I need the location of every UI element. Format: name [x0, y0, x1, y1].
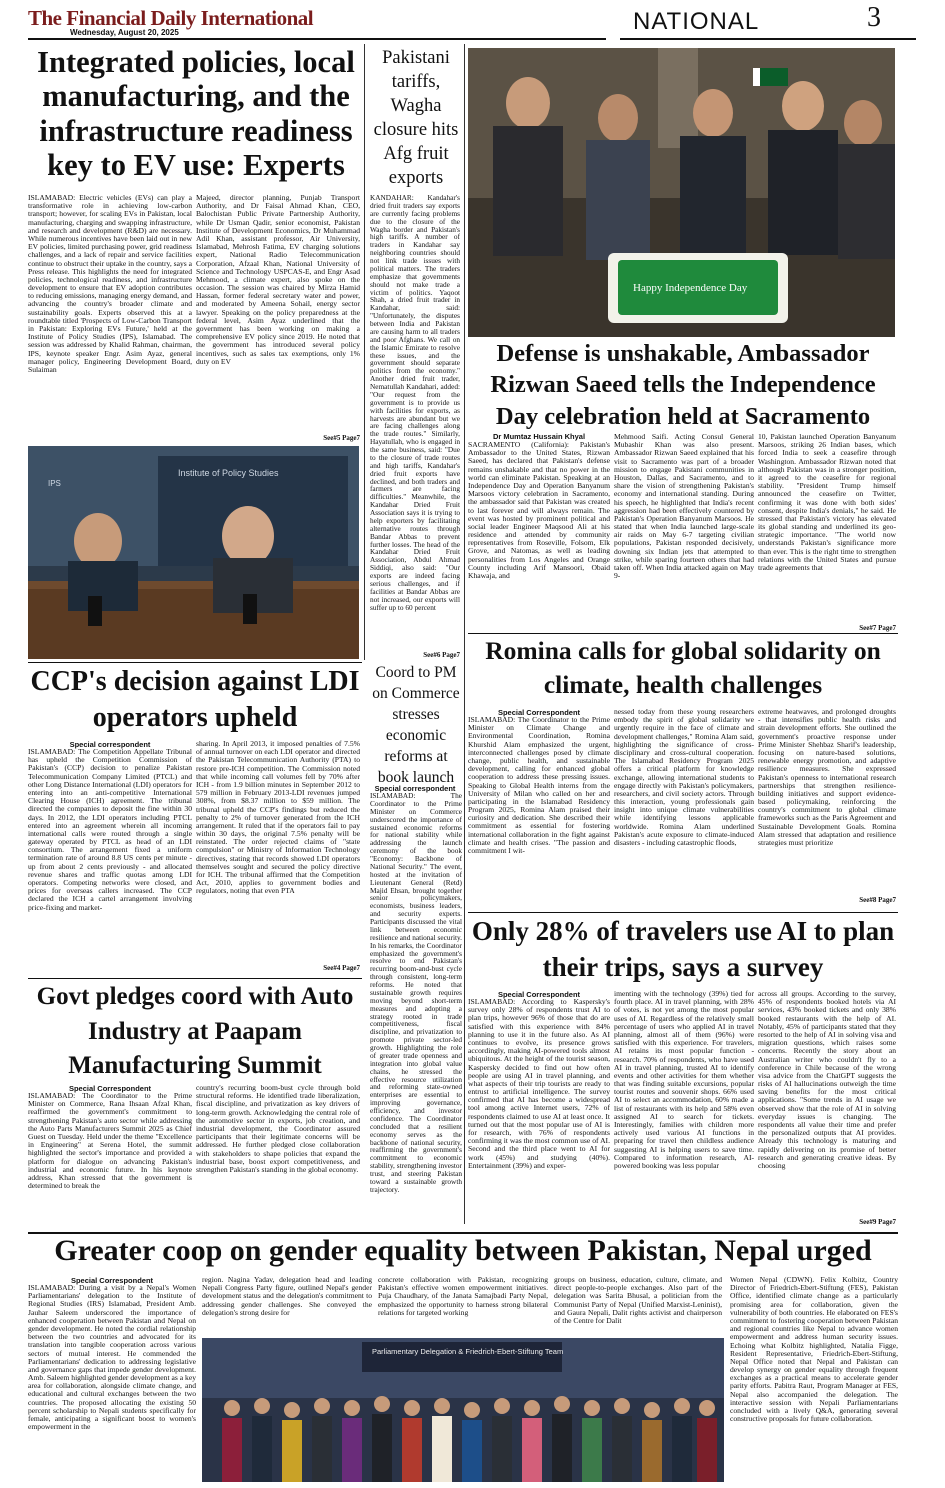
tariffs-headline: Pakistani tariffs, Wagha closure hits Afg fruit exports — [373, 48, 459, 189]
column-rule-right — [464, 44, 465, 1224]
rule — [28, 978, 362, 979]
ai-headline: Only 28% of travelers use AI to plan their trips, says a survey — [471, 916, 895, 983]
ev-roundtable-photo — [28, 446, 359, 659]
masthead-title: The Financial Daily International — [28, 6, 314, 30]
masthead-rule-right — [620, 38, 916, 40]
romina-headline: Romina calls for global solidarity on climate, health challenges — [485, 636, 881, 700]
ccp-byline: Special correspondent — [69, 740, 151, 749]
column-rule — [364, 44, 365, 660]
gender-byline: Special Correspondent — [70, 1276, 154, 1285]
ev-headline: Integrated policies, local manufacturing, and the infrastructure readiness key to EV use: Experts — [37, 45, 355, 183]
defense-continued: See#7 Page7 — [859, 624, 896, 632]
romina-byline: Special Correspondent — [497, 708, 581, 717]
tariffs-body: KANDAHAR: Kandahar's dried fruit traders say exports are currently facing problems due to the closure of the Wagha border and Pakistan's high tariffs. A number of traders in Kandahar say neighboring countries should not link trade issues with political matters. The traders emphasize that governments should not make trade a victim of politics. Yaqoot Shah, a dried fruit trader in Kandahar, said: "Unfortunately, the disputes between India and Pakistan are causing harm to all traders and poor Afghans. We call on the Islamic Emirate to resolve these issues, and the government should separate politics from the economy." Another dried fruit trader, Nematullah Kandahari, added: "Our request from the government is to provide us with facilities for exports, as harvests are abundant but we are facing challenges along the trade routes." Similarly, Hayatullah, who is engaged in the same business, said: "Due to the closure of trade routes and high tariffs, Kandahar's dried fruit exports have declined, and both traders and farmers are facing difficulties." Meanwhile, the Kandahar Dried Fruit Association says it is trying to help exporters by facilitating alternative routes through Bandar Abbas to prevent further losses. The head of the Kandahar Dried Fruit Association, Abdul Ahmad Siddiqi, also said: "Our exports are indeed facing serious challenges, and if facilities at Bandar Abbas are not increased, our exports will suffer up to 60 percent — [370, 194, 460, 612]
pm-headline: Coord to PM on Commerce stresses economic reforms at book launch — [372, 664, 460, 786]
romina-column-3: extreme heatwaves, and prolonged droughts - that intensifies public health risks and strain development efforts. She outlined the government's proactive response under Prime Minister Shehbaz Sharif's leadership, focusing on nature-based solutions, renewable energy promotion, and adaptive resilience measures. She expressed Pakistan's openness to international research partnerships that strengthen resilience-building initiatives and support evidence-based policymaking, reinforcing the country's commitment to global climate frameworks such as the Paris Agreement and Sustainable Development Goals. Romina Alam stressed that adaptation and resilience strategies must prioritize — [758, 708, 896, 847]
ips-backdrop-text: Institute of Policy Studies — [178, 468, 279, 478]
ai-continued: See#9 Page7 — [859, 1218, 896, 1226]
ai-column-3: across all groups. According to the survey, 45% of respondents booked hotels via AI services, 43% booked tickets and only 38% booked restaurants with the help of AI. Notably, 45% of participants stated that they resorted to the help of AI in solving visa and migration questions, which raises some concerns. Recently the story about an Australian writer who couldn't fly to a conference in Chile because of the wrong visa advice from the ChatGPT suggests the risks of AI hallucinations outweigh the time saving benefits for the most critical applications. "Some trends in AI usage we observed show that the role of AI in solving everyday issues is changing. The respondents all value their time and prefer the personalized outputs that AI provides. Already this technology is maturing and rapidly delivering on its promise of better research and generating creative ideas. By choosing — [758, 990, 896, 1170]
banner-text: Parliamentary Delegation & Friedrich-Ebert-Stiftung Team — [372, 1347, 564, 1356]
auto-column-2: country's recurring boom-bust cycle through bold structural reforms. He identified trade liberalization, fiscal discipline, and privatization as key drivers of long-term growth. Acknowledging the central role of the automotive sector in exports, job creation, and industrial development, the Coordinator assured participants that their legitimate concerns will be addressed. He further pledged close collaboration with stakeholders to shape policies that expand the industrial base, boost export competitiveness, and strengthen Pakistan's standing in the global economy. — [196, 1084, 360, 1174]
ccp-column-2: sharing. In April 2013, it imposed penalties of 7.5% of annual turnover on each LDI operator and directed the Pakistan Telecommunication Authority (PTA) to restore pre-ICH competition. The Commission noted that while incoming call volumes fell by 70% after ICH - from 1.9 billion minutes in September 2012 to 579 million in February 2013-LDI revenues jumped 308%, from $8.37 million to $59 million. The tribunal upheld the CCP's findings but reduced the penalty to 2% of turnover generated from the ICH arrangement. It ruled that if the operators fail to pay within 30 days, the original 7.5% penalty will be reinstated. The order rejected claims of "state compulsion" or Ministry of Information Technology directives, stating that records showed LDI operators themselves sought and secured the policy directive for ICH. The tribunal affirmed that the Competition Act, 2010, applies to government bodies and regulators, noting that even PTA — [196, 740, 360, 896]
ccp-headline: CCP's decision against LDI operators upheld — [30, 666, 360, 734]
defense-column-3: 10, Pakistan launched Operation Banyanum Marsoos, striking 26 Indian bases, which forced India to seek a ceasefire through Washington. Ambassador Rizwan noted that although Pakistan was in a stronger position, it agreed to the ceasefire for regional stability. "President Trump himself announced the ceasefire on Twitter, confirming it was done with both sides' consent, despite India's denials," he said. He stressed that Pakistan's victory has elevated its global standing and underlined its geo-strategic importance. "The world now understands Pakistan's significance more than ever. This is the right time to strengthen relations with the United States and pursue trade agreements that — [758, 433, 896, 572]
auto-column-1: ISLAMABAD: The Coordinator to the Prime Minister on Commerce, Rana Ihsaan Afzal Khan, reaffirmed the government's commitment to strengthening Pakistan's auto sector while addressing the Auto Parts Manufacturers Summit 2025 as Chief Guest on Tuesday. Held under the theme "Excellence in Engineering" at Serena Hotel, the summit highlighted the sector's importance and provided a platform for dialogue on advancing Pakistan's industrial and economic future. In his keynote address, Khan stressed that the government is determined to break the — [28, 1092, 192, 1191]
ev-column-1: ISLAMABAD: Electric vehicles (EVs) can play a transformative role in achieving low-carbon transport; however, for scaling EVs in Pakistan, local manufacturing, charging and swapping infrastructure, and research and development (R&D) are necessary. While numerous incentives have been laid out in new EV policies, limited purchasing power, grid readiness challenges, and a lack of repair and service facilities continue to obstruct their uptake in the country, says a Press release. This highlights the need for integrated policies, technological readiness, and infrastructure development to ensure that EV adoption contributes to reducing emissions, managing energy demand, and advancing the country's broader climate and sustainability goals. Experts observed this at a roundtable titled 'Prospects of Low-Carbon Transport in Pakistan: Exploring EVs Future,' held at the Institute of Policy Studies (IPS), Islamabad. The session was addressed by Khalid Rahman, chairman, IPS, keynote speaker Engr. Asim Ayaz, general manager policy, Engineering Development Board, Sulaiman — [28, 194, 192, 374]
gender-column-3: concrete collaboration with Pakistan, recognizing Pakistan's effective women empowerment initiatives. Puja Chaudhary, of the Janata Samajbadi Party Nepal, emphasized the opportunity to harness strong bilateral relations for targeted working — [378, 1276, 548, 1317]
defense-column-2: Mehmood Saifi. Acting Consul General Mubashir Khan was also present. Ambassador Rizwan Saeed explained that his visit to Sacramento was part of a broader mission to engage Pakistani communities in Houston, Dallas, and Sacramento, and to share the vision of strengthening Pakistan's economy and international standing. During his speech, he highlighted that India's recent aggression had been effectively countered by Pakistan's Operation Banyanum Marsoos. He stated that when India launched large-scale air raids on May 6-7 targeting civilian populations, Pakistan responded decisively, downing six Indian jets that attempted to strike, while sparing fourteen others that had taken off. When India attacked again on May 9- — [614, 433, 754, 581]
delegation-group-photo — [202, 1338, 724, 1482]
ccp-column-1: ISLAMABAD: The Competition Appellate Tribunal has upheld the Competition Commission of Pakistan's (CCP) decision to penalize Pakistan Telecommunication Company Limited (PTCL) and other Long Distance International (LDI) operators for entering into an anti-competitive International Clearing House (ICH) agreement. The tribunal directed the companies to deposit the fine within 30 days. In 2012, the LDI operators including PTCL entered into an agreement wherein all incoming international calls were routed through a single gateway operated by PTCL as head of an LDI consortium. The arrangement fixed a uniform termination rate of around 8.8 US cents per minute - up from about 2 cents previously - and allocated revenue shares and traffic quotas among LDI operators. Competing networks were closed, and prices for overseas callers increased. The CCP declared the ICH a cartel arrangement involving price-fixing and market- — [28, 748, 192, 912]
cake-text: Happy Independence Day — [633, 282, 748, 294]
gender-column-5: Women Nepal (CDWN). Felix Kolbitz, Country Director of Friedrich-Ebert-Stiftung (FES), Pakistan Office, identified climate change as a particularly promising area for collaboration, given the vulnerability of both countries. He elaborated on FES's commitment to fostering cooperation between Pakistan and regional countries like Nepal to advance women empowerment and address human security issues. Echoing what Kolbitz highlighted, Natalia Figge, Resident Representative, Friedrich-Ebert-Stiftung, Nepal Office noted that Nepal and Pakistan can develop synergy on gender equality through frequent exchanges as a practical means to accelerate gender parity efforts. Pabitra Raut, Program Manager at FES, Nepal also accompanied the delegation. The interactive session with Nepali Parliamentarians concluded with a lively Q&A, generating several constructive proposals for future collaboration. — [730, 1276, 898, 1424]
defense-headline: Defense is unshakable, Ambassador Rizwan Saeed tells the Independence Day celebration held at Sacramento — [490, 340, 876, 430]
section-label: NATIONAL — [633, 8, 760, 35]
gender-column-4: groups on business, education, culture, climate, and direct people-to-people exchanges. Also part of the delegation was Sarita Bhusal, a politician from the Communist Party of Nepal (Unified Marxist-Leninist), and Gaura Nepali, Dalit rights activist and chairperson of the Centre for Dalit — [554, 1276, 722, 1325]
masthead-rule — [28, 38, 606, 40]
ai-column-2: imenting with the technology (39%) tied for fourth place. AI in travel planning, with 28% of votes, is not yet among the most popular uses of AI. Regardless of the relatively small percentage of users who applied AI in travel planning, almost all of them (96%) were satisfied with this experience. For travelers, AI retains its most popular function - research. 70% of respondents, who have used AI in travel planning, trusted AI to identify events and other activities for them whether that was finding suitable excursions, popular tourist routes and souvenir shops. 66% used AI to select an accommodation, 60% made a list of restaurants with its help and 58% even assigned AI to search for tickets. Interestingly, families with children more actively used various AI functions in preparing for travel then childless audience suggesting AI is helping users to save time. Compared to information research, AI-powered booking was less popular — [614, 990, 754, 1170]
masthead-date: Wednesday, August 20, 2025 — [70, 28, 179, 37]
gender-headline: Greater coop on gender equality between Pakistan, Nepal urged — [54, 1234, 872, 1267]
independence-day-photo — [468, 48, 895, 337]
ev-column-2: Majeed, director planning, Punjab Transport Authority, and Dr Faisal Ahmad Khan, CEO, Balochistan Public Private Partnership Authority, while Dr Usman Qadir, senior economist, Pakistan Institute of Development Economics, Dr Muhammad Adil Khan, assistant professor, Air University, Islamabad, Mehrosh Fatima, EV charging solutions expert, National Radio Telecommunication Corporation, Afzaal Khan, National University of Science and Technology USPCAS-E, and Engr Asad Mehmood, a climate expert, also spoke on the occasion. The session was chaired by Mirza Hamid Hassan, former federal secretary water and power, and moderated by Ameena Sohail, energy sector lawyer. Speaking on the policy preparedness at the federal level, Asim Ayaz underlined that the government has been working on making a comprehensive EV policy since 2019. He noted that the government has introduced several policy incentives, such as sales tax exemptions, only 1% duty on EV — [196, 194, 360, 366]
svg-text:IPS: IPS — [48, 479, 61, 488]
ccp-continued: See#4 Page7 — [323, 964, 360, 972]
gender-column-2: region. Nagina Yadav, delegation head and leading Nepali Congress Party figure, outlined Nepal's gender development status and the delegation's commitment to addressing gender challenges. She conveyed the delegation's strong desire for — [202, 1276, 372, 1317]
rule — [28, 662, 362, 663]
ai-byline: Special Correspondent — [497, 990, 581, 999]
tariffs-continued: See#6 Page7 — [423, 651, 460, 659]
ev-continued: See#5 Page7 — [323, 434, 360, 442]
pm-body: ISLAMABAD: The Coordinator to the Prime Minister on Commerce underscored the importance of sustained economic reforms for national stability while addressing the launch ceremony of the book "Economy: Backbone of National Security." The event, hosted at the invitation of Lieutenant General (Retd) Majid Ehsan, brought together senior policymakers, economists, business leaders, and security experts. Participants discussed the vital link between economic resilience and national security. In his remarks, the Coordinator emphasized the government's resolve to end Pakistan's recurring boom-and-bust cycle through consistent, long-term reforms. He noted that sustainable growth requires moving beyond short-term measures and adopting a strategy rooted in trade competitiveness, fiscal discipline, and privatization to promote private sector-led growth. Highlighting the role of greater trade openness and integration into global value chains, he stressed the effective resource utilization and reforming state-owned enterprises are essential to improving governance, efficiency, and investor confidence. The Coordinator concluded that a resilient economy serves as the backbone of national security, reaffirming the government's commitment to economic stability, strengthening investor trust, and steering Pakistan toward a sustainable growth trajectory. — [370, 792, 462, 1194]
defense-column-1: SACRAMENTO (California): Pakistan's Ambassador to the United States, Rizwan Saeed, has declared that Pakistan's defense remains unshakable and that no power in the world can eliminate Pakistan. Speaking at an Independence Day and Operation Banyanum Marsoos victory celebration in Sacramento, the ambassador said that Pakistan was created to last forever and will always remain. The event was hosted by prominent political and social leader Engineer Maqsood Ali at his residence and attended by community representatives from Roseville, Folsom, Elk Grove, and Natomas, as well as leading personalities from Los Angeles and Orange County including Arif Mansoori, Obaid Khawaja, and — [468, 441, 610, 580]
auto-headline: Govt pledges coord with Auto Industry at Paapam Manufacturing Summit — [36, 983, 354, 1079]
gender-column-1: ISLAMABAD: During a visit by a Nepal's Women Parliamentarians' delegation to the Institute of Regional Studies (IRS) Islamabad, President Amb. Jauhar Saleem underscored the importance of enhanced cooperation between Pakistan and Nepal on gender development. He noted the cordial relationship between the two countries and advocated for its translation into tangible cooperation across various sectors of mutual interest. He commended the Parliamentarians' dedication to addressing legislative and governance gaps that impede gender development. Amb. Saleem highlighted gender development as a key area for collaboration, alongside climate change, and educational and cultural exchanges between the two countries. The proposed allocating the existing 50 percent scholarship to Nepali students specifically for female, anticipating a significant boost to women's empowerment in the — [28, 1284, 196, 1432]
pm-byline: Special correspondent — [374, 784, 456, 793]
auto-byline: Special Correspondent — [68, 1084, 152, 1093]
romina-column-1: ISLAMABAD: The Coordinator to the Prime Minister on Climate Change and Environmental Coordination, Romina Khurshid Alam emphasized the urgent, interconnected challenges posed by climate change, public health, and sustainable development, calling for enhanced global cooperation to address these pressing issues. Speaking to Global Health interns from the University of Milan who called on her and participating in the Islamabad Residency Program 2025, Romina Alam praised their curiosity and dedication. She described their commitment as essential for fostering international collaboration in the fight against climate and health crises. "The passion and commitment I wit- — [468, 716, 610, 855]
romina-continued: See#8 Page7 — [859, 896, 896, 904]
ai-column-1: ISLAMABAD: According to Kaspersky's survey only 28% of respondents trust AI to plan trips, however 96% of those that do are satisfied with this experience with 84% planning to use it in the future also. As AI continues to evolve, its presence grows accordingly, making AI-powered tools almost ubiquitous. At the height of the tourist season, Kaspersky decided to find out how often people are using AI in travel planning, and what aspects of their trip tourists are ready to entrust to artificial intelligence. The survey confirmed that AI has become a widespread tool among active Internet users, 72% of respondents claimed to use AI at least once. It turned out that the most popular use of AI is for research, with 76% of respondents confirming it was the most common use of AI. Second and the third place went to AI for work (45%) and studying (40%). Entertainment (39%) and exper- — [468, 998, 610, 1170]
page-number: 3 — [867, 2, 881, 33]
defense-byline: Dr Mumtaz Hussain Khyal — [492, 432, 586, 441]
romina-column-2: nessed today from these young researchers embody the spirit of global solidarity we urgently require in the face of climate and development challenges," Romina Alam said, highlighting the significance of cross-disciplinary and cross-cultural cooperation. The Islamabad Residency Program 2025 offers a critical platform for knowledge exchange, allowing international students to engage directly with Pakistan's policymakers, researchers, and civil society actors. Through this interaction, young professionals gain insight into unique climate vulnerabilities while identifying lessons applicable worldwide. Romina Alam underlined Pakistan's acute exposure to climate-induced disasters - including catastrophic floods, — [614, 708, 754, 847]
